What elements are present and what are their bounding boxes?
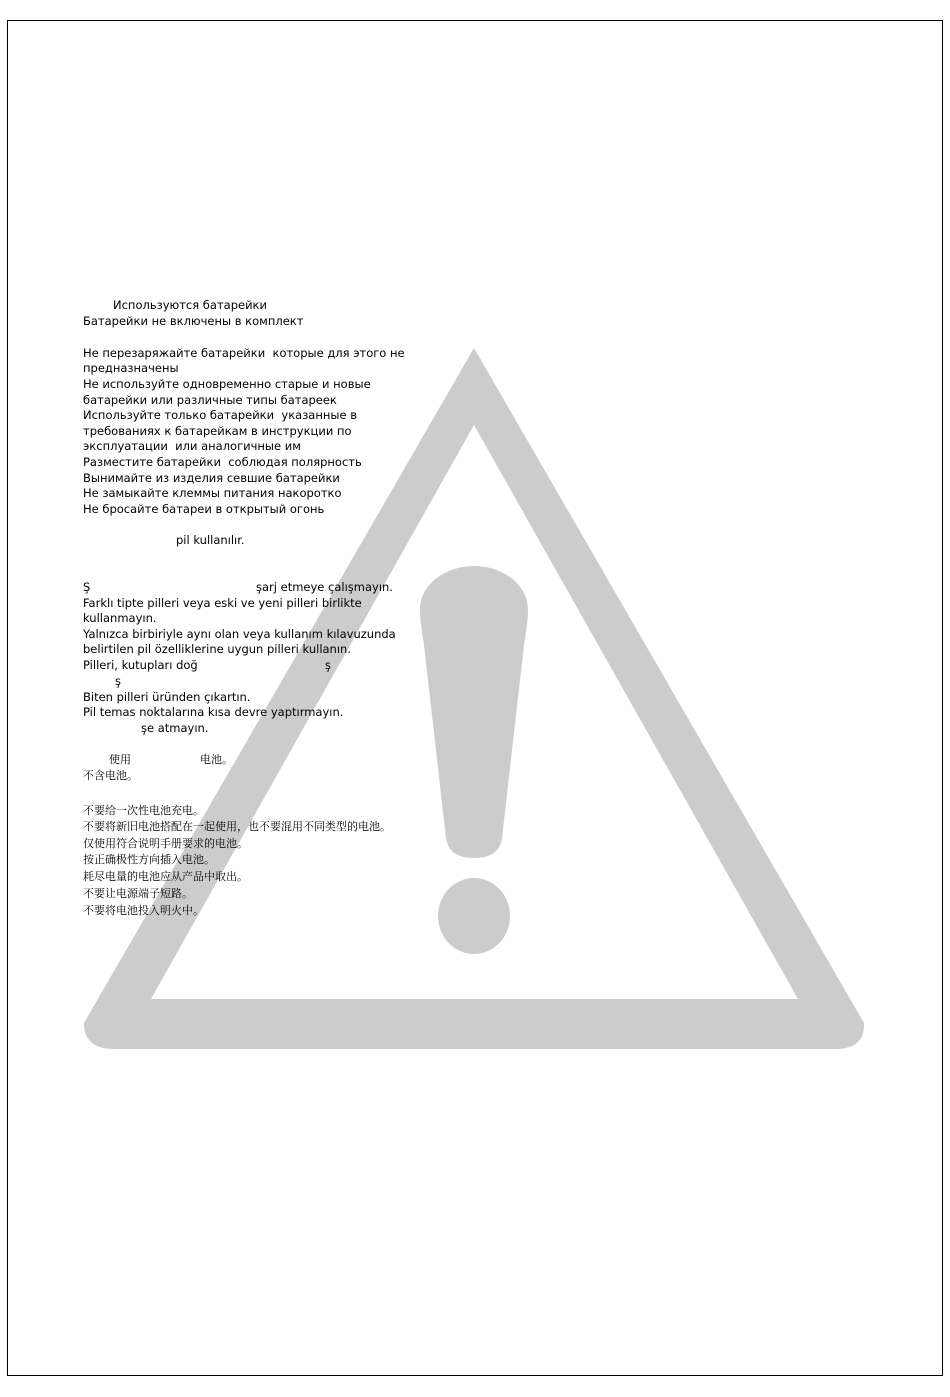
ru-line-12: Не замыкайте клеммы питания накоротко (83, 486, 342, 500)
ru-line-11: Вынимайте из изделия севшие батарейки (83, 471, 340, 485)
exclamation-bar (420, 566, 528, 858)
tr-line-4: kullanmayın. (83, 611, 157, 625)
tr-fragment-s2: ş (325, 658, 331, 672)
ru-line-13: Не бросайте батареи в открытый огонь (83, 502, 325, 516)
tr-line-6: belirtilen pil özelliklerine uygun pilleri kullanın. (83, 642, 351, 656)
ru-line-9: эксплуатации или аналогичные им (83, 439, 301, 453)
ru-line-10: Разместите батарейки соблюдая полярность (83, 455, 362, 469)
ru-line-8: требованиях к батарейкам в инструкции по (83, 424, 352, 438)
zh-line-4: 不要将新旧电池搭配在一起使用，也不要混用不同类型的电池。 (83, 820, 391, 833)
tr-line-2: şarj etmeye çalışmayın. (256, 580, 393, 594)
zh-line-5: 仅使用符合说明手册要求的电池。 (83, 837, 248, 850)
tr-line-1: pil kullanılır. (176, 533, 245, 547)
tr-line-3: Farklı tipte pilleri veya eski ve yeni pilleri birlikte (83, 596, 362, 610)
zh-line-8: 不要让电源端子短路。 (83, 887, 193, 900)
exclamation-dot (438, 878, 510, 954)
zh-line-2: 不含电池。 (83, 769, 138, 782)
ru-line-5: Не используйте одновременно старые и новые (83, 377, 371, 391)
tr-line-9: Pil temas noktalarına kısa devre yaptırmayın. (83, 705, 344, 719)
zh-line-3: 不要给一次性电池充电。 (83, 804, 204, 817)
tr-fragment-s3: ş (115, 674, 121, 688)
tr-line-8: Biten pilleri üründen çıkartın. (83, 690, 251, 704)
zh-line-7: 耗尽电量的电池应从产品中取出。 (83, 870, 248, 883)
tr-fragment-s: Ş (83, 580, 91, 594)
ru-line-6: батарейки или различные типы батареек (83, 393, 337, 407)
ru-line-1: Используются батарейки (113, 298, 267, 312)
tr-line-10: şe atmayın. (141, 721, 209, 735)
zh-line-6: 按正确极性方向插入电池。 (83, 853, 215, 866)
tr-line-7: Pilleri, kutupları doğ (83, 658, 198, 672)
zh-line-1b: 电池。 (200, 753, 233, 766)
ru-line-3: Не перезаряжайте батарейки которые для этого не (83, 346, 405, 360)
zh-line-9: 不要将电池投入明火中。 (83, 904, 204, 917)
zh-line-1a: 使用 (109, 753, 131, 766)
tr-line-5: Yalnızca birbiriyle aynı olan veya kullanım kılavuzunda (83, 627, 396, 641)
ru-line-4: предназначены (83, 361, 179, 375)
ru-line-2: Батарейки не включены в комплект (83, 314, 304, 328)
ru-line-7: Используйте только батарейки указанные в (83, 408, 357, 422)
